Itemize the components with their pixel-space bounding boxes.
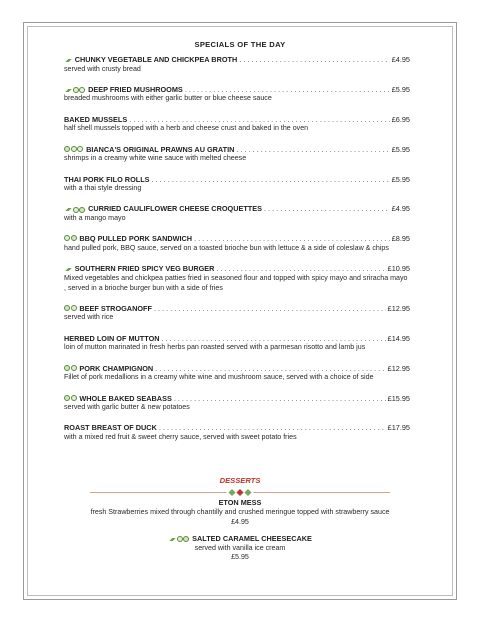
menu-item-name: CHUNKY VEGETABLE AND CHICKPEA BROTH [74,55,238,64]
menu-item [64,145,410,164]
dot-leader [162,334,386,344]
menu-item-name: BBQ PULLED PORK SANDWICH [79,234,193,244]
menu-item-header [64,364,410,374]
dot-leader [185,85,390,95]
dessert-description: fresh Strawberries mixed through chantilly and crushed meringue topped with strawberry sauce [90,508,390,516]
menu-item-price: £17.95 [387,423,410,433]
vegetarian-icon [64,268,72,271]
menu-item-name: ROAST BREAST OF DUCK [64,423,157,433]
menu-item [64,334,410,353]
gluten-free-icon [71,365,77,371]
dot-leader [236,145,389,155]
dietary-icons [168,536,190,542]
menu-item-price: £8.95 [391,234,410,244]
menu-item-price: £4.95 [391,55,410,64]
menu-item-price: £10.95 [387,264,410,274]
menu-item-name: SOUTHERN FRIED SPICY VEG BURGER [74,264,215,274]
menu-item-header [64,394,410,404]
dietary-icons [64,59,73,62]
menu-item-header [64,423,410,433]
dessert-name-row [0,498,480,508]
nut-free-icon [64,365,70,371]
menu-item-header [64,234,410,244]
specials-list [64,55,410,453]
gluten-free-icon [73,207,79,213]
menu-item [64,55,410,74]
menu-item-header [64,55,410,65]
menu-item-description: Mixed vegetables and chickpea patties fried in seasoned flour and topped with spicy mayo and sriracha mayo , served in a brioche burger bun with a side of fries [64,273,408,292]
menu-item-description: loin of mutton marinated in fresh herbs pan roasted served with a parmesan risotto and lamb jus [64,343,366,352]
dessert-item [0,534,480,564]
page-title: SPECIALS OF THE DAY [194,40,286,49]
menu-item-price: £5.95 [391,144,410,154]
menu-item-price: £4.95 [391,204,410,214]
dietary-icons [64,87,86,93]
gluten-free-icon [71,395,77,401]
diamond-icon [244,488,251,495]
vegetarian-icon [64,59,72,62]
divider-ornament [227,488,254,495]
menu-item-header [64,204,410,214]
gluten-free-icon [71,146,77,152]
diamond-icon [228,488,235,495]
menu-item-name: CURRIED CAULIFLOWER CHEESE CROQUETTES [88,204,262,214]
gluten-free-icon [177,536,183,542]
menu-item-price: £14.95 [387,333,410,343]
dietary-icons [64,207,86,213]
dessert-item [0,498,480,528]
menu-item [64,115,410,134]
gluten-free-icon [64,235,70,241]
menu-item-header [64,85,410,95]
dessert-name: ETON MESS [218,498,262,507]
menu-item [64,175,410,194]
menu-item [64,304,410,323]
dot-leader [216,264,385,274]
dietary-icons [64,235,77,241]
menu-item-name: HERBED LOIN OF MUTTON [64,333,160,343]
menu-item [64,85,410,104]
nut-free-icon [64,305,70,311]
menu-item-name: BAKED MUSSELS [64,114,128,124]
menu-item-header [64,334,410,344]
menu-item-description: half shell mussels topped with a herb and cheese crust and baked in the oven [64,124,309,133]
nut-free-icon [183,536,189,542]
menu-item [64,204,410,223]
dietary-icons [64,365,77,371]
menu-item [64,394,410,413]
menu-item-price: £6.95 [391,114,410,124]
menu-item-name: BEEF STROGANOFF [79,303,152,313]
gluten-free-icon [71,305,77,311]
vegetarian-icon [168,538,176,541]
dot-leader [154,304,386,314]
dessert-name-row [0,534,480,544]
menu-item-price: £15.95 [387,393,410,403]
dessert-price: £5.95 [231,553,249,562]
desserts-section [0,476,480,569]
dairy-free-icon [77,146,83,152]
menu-item-description: with a mango mayo [64,213,126,222]
menu-item-name: THAI PORK FILO ROLLS [64,174,150,184]
menu-item-header [64,145,410,155]
nut-free-icon [64,146,70,152]
menu-item-description: shrimps in a creamy white wine sauce with melted cheese [64,154,247,163]
dietary-icons [64,268,73,271]
menu-item-name: BIANCA'S ORIGINAL PRAWNS AU GRATIN [86,144,235,154]
dot-leader [155,364,386,374]
dot-leader [159,423,386,433]
menu-item-price: £5.95 [391,174,410,184]
dessert-description: served with vanilla ice cream [194,543,286,552]
desserts-heading: DESSERTS [219,476,261,485]
menu-item-description: hand pulled pork, BBQ sauce, served on a toasted brioche bun with lettuce & a side of coleslaw & chips [64,243,389,252]
nut-free-icon [64,395,70,401]
dot-leader [239,55,389,65]
menu-item-price: £12.95 [387,303,410,313]
menu-item [64,423,410,442]
menu-item [64,234,410,253]
dairy-free-icon [79,87,85,93]
dietary-icons [64,146,84,152]
menu-item-description: with a mixed red fruit & sweet cherry sauce, served with sweet potato fries [64,432,297,441]
dessert-list [0,498,480,563]
dietary-icons [64,395,77,401]
menu-item-name: PORK CHAMPIGNON [79,363,154,373]
menu-item-description: served with crusty bread [64,64,141,73]
section-divider [90,488,390,496]
menu-item-price: £5.95 [391,84,410,94]
menu-item-description: with a thai style dressing [64,184,142,193]
menu-item-header [64,304,410,314]
dot-leader [174,394,386,404]
dessert-name: SALTED CARAMEL CHEESECAKE [192,533,312,543]
vegetarian-icon [64,208,72,211]
nut-free-icon [71,235,77,241]
menu-item-description: breaded mushrooms with either garlic butter or blue cheese sauce [64,94,272,103]
menu-item-price: £12.95 [387,363,410,373]
dessert-price: £4.95 [231,517,249,526]
dot-leader [194,234,390,244]
menu-item-description: served with garlic butter & new potatoes [64,403,190,412]
nut-free-icon [79,207,85,213]
diamond-icon [236,488,243,495]
vegetarian-icon [64,89,72,92]
dot-leader [264,204,390,214]
menu-item-header [64,115,410,125]
menu-item-description: Fillet of pork medallions in a creamy white wine and mushroom sauce, served with a choice of side [64,373,374,382]
dot-leader [129,115,389,125]
menu-item-name: WHOLE BAKED SEABASS [79,393,172,403]
dot-leader [152,175,390,185]
menu-item [64,364,410,383]
menu-item-header [64,264,410,274]
gluten-free-icon [73,87,79,93]
menu-item-name: DEEP FRIED MUSHROOMS [88,84,183,94]
menu-item-description: served with rice [64,313,114,322]
menu-item-header [64,175,410,185]
dietary-icons [64,305,77,311]
menu-item [64,264,410,293]
